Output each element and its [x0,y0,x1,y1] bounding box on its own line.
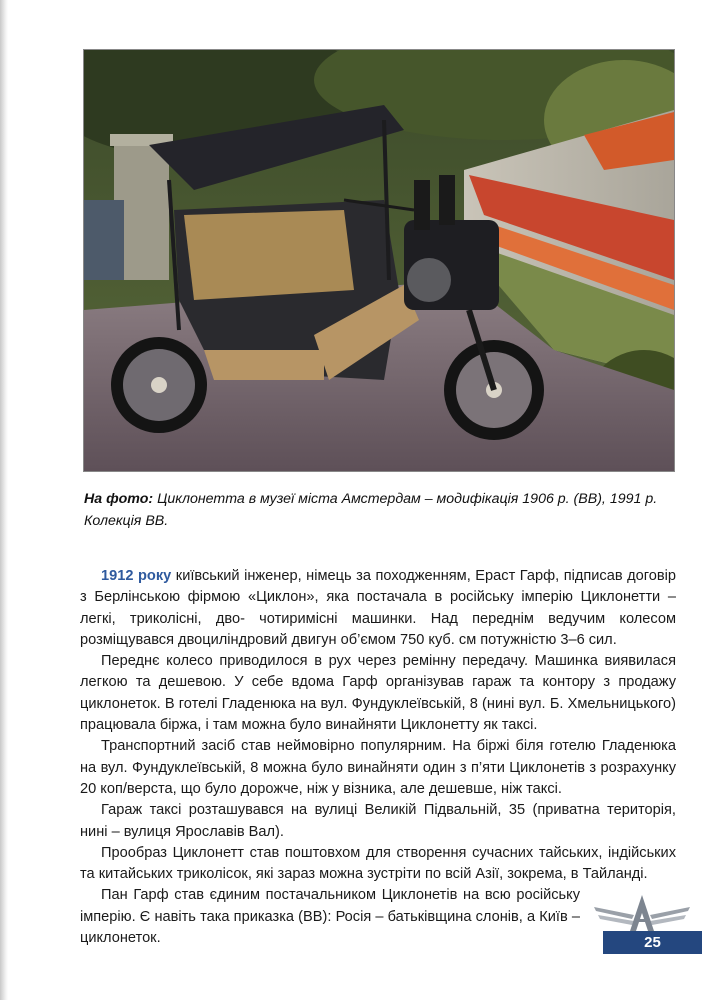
paragraph-1-text: київський інженер, німець за походженням, Ераст Гарф, підписав договір з Берлінською фірмою «Циклон», яка постачала в російську імперію Циклонетти – легкі, триколісні, дво- чотиримісні машинки. Над переднім ведучим колесом розміщувався двоциліндровий двигун об’ємом 750 куб. см потужністю 3–6 сил. [80,568,676,648]
paragraph-2: Переднє колесо приводилося в рух через ремінну передачу. Машинка виявилася легкою та дешевою. У себе вдома Гарф організував гараж та контору з продажу циклонеток. В готелі Гладенюка на вул. Фундуклеївській, 8 (нині вул. Б. Хмельницького) працювала біржа, і там можна було винайняти Циклонетту як таксі. [80,653,676,734]
photo-caption [84,488,674,532]
cyclonette-photo [83,49,675,472]
paragraph-3: Транспортний засіб став неймовірно популярним. На біржі біля готелю Гладенюка на вул. Фундуклеївській, 8 можна було винайняти один з п’яти Циклонетів з розрахунку 20 коп/верста, що було дорожче, ніж у візника, але дешевше, ніж таксі. [80,738,676,797]
caption-prefix: На фото: [84,491,154,507]
caption-text: Циклонетта в музеї міста Амстердам – модифікація 1906 р. (ВВ), 1991 р. Колекція ВВ. [84,491,658,529]
paragraph-4: Гараж таксі розташувався на вулиці Великій Підвальній, 35 (приватна територія, нині – вулиця Ярославів Вал). [80,802,676,840]
year-highlight: 1912 року [101,568,172,584]
paragraph-5: Прообраз Циклонетт став поштовхом для створення сучасних тайських, індійських та китайських триколісок, які зараз можна зустріти по всій Азії, зокрема, в Тайланді. [80,844,676,883]
paragraph-1 [80,566,676,651]
article-body [80,566,676,949]
winged-emblem-icon [592,893,692,933]
page-edge-shadow [0,0,8,1000]
paragraph-6: Пан Гарф став єдиним постачальником Циклонетів на всю російську імперію. Є навіть така приказка (ВВ): Росія – батьківщина слонів, а Київ – циклонеток. [80,887,580,947]
page-number: 25 [603,931,702,954]
